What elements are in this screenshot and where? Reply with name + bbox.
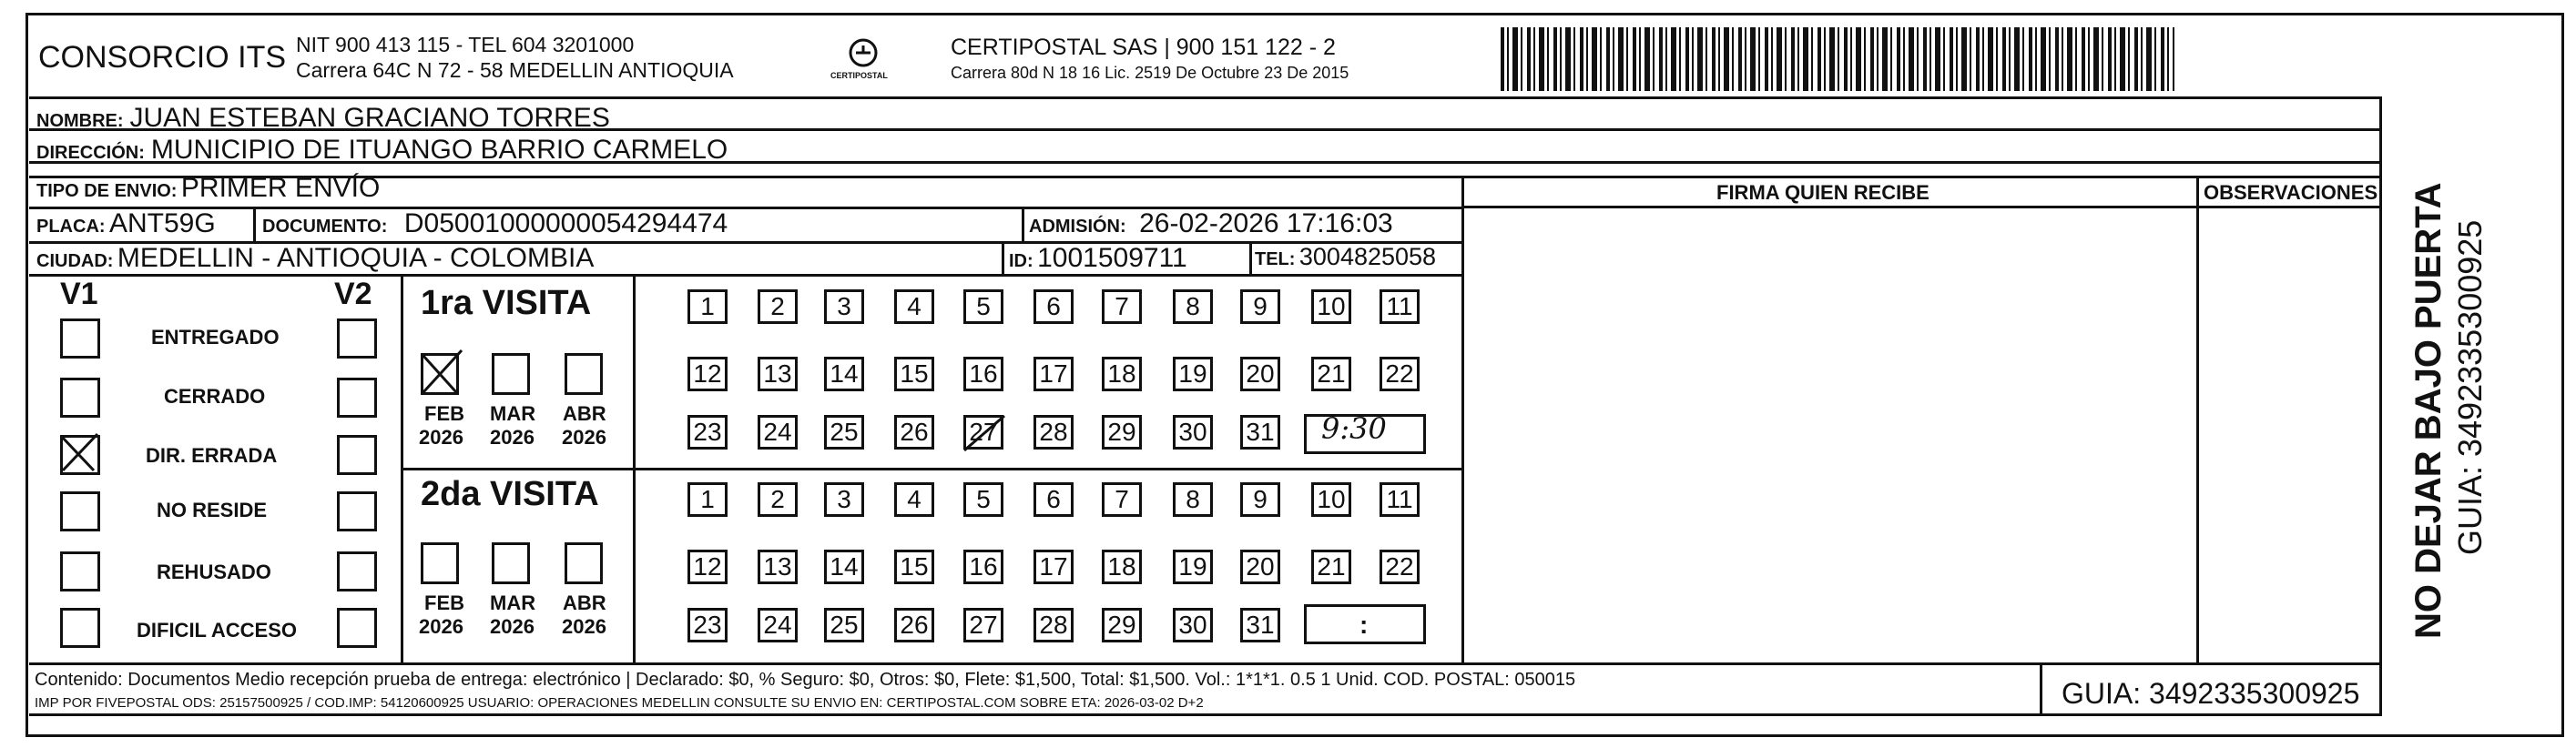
v2-cerrado-checkbox[interactable] xyxy=(337,378,377,418)
logo-text: CERTIPOSTAL xyxy=(830,71,888,80)
handwritten-time: 9:30 xyxy=(1321,411,1387,446)
frame-top xyxy=(25,13,2564,15)
first-visit-day-29[interactable]: 29 xyxy=(1102,415,1142,450)
carrier-name: CERTIPOSTAL SAS | 900 151 122 - 2 xyxy=(951,35,1336,60)
second-visit-day-27[interactable]: 27 xyxy=(963,608,1003,642)
second-visit-year-feb: 2026 xyxy=(419,615,463,638)
v1-entregado-checkbox[interactable] xyxy=(60,318,100,359)
grid-h4 xyxy=(1461,176,2382,178)
side-guide: GUIA: 3492335300925 xyxy=(2451,219,2489,555)
first-visit-day-5[interactable]: 5 xyxy=(963,289,1003,324)
second-visit-day-21[interactable]: 21 xyxy=(1311,550,1351,584)
visit-divider xyxy=(401,468,1461,470)
footer-guide: GUIA: 3492335300925 xyxy=(2062,677,2360,710)
v1-cerrado-checkbox[interactable] xyxy=(60,378,100,418)
footer-divider xyxy=(2040,662,2042,715)
second-visit-year-mar: 2026 xyxy=(490,615,535,638)
recipient-address: MUNICIPIO DE ITUANGO BARRIO CARMELO xyxy=(150,135,728,165)
signature-header: FIRMA QUIEN RECIBE xyxy=(1716,181,1929,204)
first-visit-feb-checkbox[interactable] xyxy=(421,353,459,395)
v2-header: V2 xyxy=(334,277,372,311)
id-number: 1001509711 xyxy=(1037,243,1187,273)
admission-label: ADMISIÓN: xyxy=(1029,217,1126,237)
second-visit-day-29[interactable]: 29 xyxy=(1102,608,1142,642)
day-27-label: 27 xyxy=(969,418,998,446)
first-visit-day-25[interactable]: 25 xyxy=(824,415,864,450)
grid-v-sign xyxy=(1461,176,1464,664)
carrier-address: Carrera 80d N 18 16 Lic. 2519 De Octubre 23 De 2015 xyxy=(951,64,1349,82)
first-visit-day-17[interactable]: 17 xyxy=(1033,357,1074,391)
v2-entregado-checkbox[interactable] xyxy=(337,318,377,359)
second-visit-day-3[interactable]: 3 xyxy=(824,482,864,517)
second-visit-day-23[interactable]: 23 xyxy=(687,608,728,642)
grid-v-obs xyxy=(2196,176,2199,664)
document-number: D05001000000054294474 xyxy=(403,208,728,238)
second-visit-day-17[interactable]: 17 xyxy=(1033,550,1074,584)
id-label: ID: xyxy=(1009,251,1033,271)
first-visit-abr-checkbox[interactable] xyxy=(565,353,603,395)
grid-v-right xyxy=(2379,96,2382,715)
first-visit-day-11[interactable]: 11 xyxy=(1380,289,1420,324)
first-visit-month-abr: ABR xyxy=(563,402,606,425)
first-visit-day-27[interactable] xyxy=(963,415,1003,450)
second-visit-day-15[interactable]: 15 xyxy=(894,550,934,584)
first-visit-day-14[interactable]: 14 xyxy=(824,357,864,391)
v2-rehusado-checkbox[interactable] xyxy=(337,551,377,591)
name-label: NOMBRE: xyxy=(36,111,124,131)
first-visit-time-field[interactable] xyxy=(1304,411,1426,454)
status-dificil-acceso: DIFICIL ACCESO xyxy=(137,619,298,642)
v1-header: V1 xyxy=(60,277,98,311)
first-visit-day-2[interactable]: 2 xyxy=(758,289,798,324)
first-visit-year-abr: 2026 xyxy=(562,426,606,449)
frame-bottom xyxy=(25,734,2564,737)
grid-h5 xyxy=(1461,206,2382,208)
city: MEDELLIN - ANTIOQUIA - COLOMBIA xyxy=(117,243,595,273)
second-visit-day-1[interactable]: 1 xyxy=(687,482,728,517)
id-divider xyxy=(1002,241,1004,274)
second-visit-month-mar: MAR xyxy=(490,591,536,614)
company-nit-tel: NIT 900 413 115 - TEL 604 3201000 xyxy=(296,33,635,56)
second-visit-day-25[interactable]: 25 xyxy=(824,608,864,642)
admission-date: 26-02-2026 17:16:03 xyxy=(1139,208,1393,238)
v1-dir-errada-checkbox[interactable] xyxy=(60,435,100,475)
v2-no-reside-checkbox[interactable] xyxy=(337,491,377,531)
second-visit-day-28[interactable]: 28 xyxy=(1033,608,1074,642)
plate: ANT59G xyxy=(109,208,216,238)
second-visit-day-4[interactable]: 4 xyxy=(894,482,934,517)
observations-header: OBSERVACIONES xyxy=(2204,181,2378,204)
second-visit-day-11[interactable]: 11 xyxy=(1380,482,1420,517)
tel-divider xyxy=(1249,241,1252,274)
first-visit-year-feb: 2026 xyxy=(419,426,463,449)
company-address: Carrera 64C N 72 - 58 MEDELLIN ANTIOQUIA xyxy=(296,58,734,82)
second-visit-day-12[interactable]: 12 xyxy=(687,550,728,584)
first-visit-day-20[interactable]: 20 xyxy=(1240,357,1280,391)
second-visit-day-13[interactable]: 13 xyxy=(758,550,798,584)
company-name: CONSORCIO ITS xyxy=(38,40,287,75)
second-visit-month-abr: ABR xyxy=(563,591,606,614)
first-visit-day-15[interactable]: 15 xyxy=(894,357,934,391)
status-no-reside: NO RESIDE xyxy=(157,499,268,521)
first-visit-day-3[interactable]: 3 xyxy=(824,289,864,324)
second-visit-day-7[interactable]: 7 xyxy=(1102,482,1142,517)
status-rehusado: REHUSADO xyxy=(157,561,271,583)
second-visit-time-field[interactable] xyxy=(1304,604,1426,644)
first-visit-day-13[interactable]: 13 xyxy=(758,357,798,391)
grid-h10 xyxy=(29,713,2382,716)
document-label: DOCUMENTO: xyxy=(262,217,388,237)
second-visit-feb-checkbox[interactable] xyxy=(421,542,459,584)
checkmark-slash-icon xyxy=(962,412,1008,454)
first-visit-day-6[interactable]: 6 xyxy=(1033,289,1074,324)
checkmark-x-icon xyxy=(57,430,103,474)
first-visit-day-21[interactable]: 21 xyxy=(1311,357,1351,391)
first-visit-day-1[interactable]: 1 xyxy=(687,289,728,324)
v1-no-reside-checkbox[interactable] xyxy=(60,491,100,531)
tel-label: TEL: xyxy=(1255,249,1296,269)
side-warning: NO DEJAR BAJO PUERTA xyxy=(2408,182,2449,639)
shipping-type-label: TIPO DE ENVIO: xyxy=(36,181,178,201)
second-visit-day-19[interactable]: 19 xyxy=(1173,550,1213,584)
first-visit-day-19[interactable]: 19 xyxy=(1173,357,1213,391)
second-visit-day-6[interactable]: 6 xyxy=(1033,482,1074,517)
checkmark-x-icon xyxy=(420,347,467,396)
second-visit-day-2[interactable]: 2 xyxy=(758,482,798,517)
second-visit-month-feb: FEB xyxy=(424,591,464,614)
second-visit-day-24[interactable]: 24 xyxy=(758,608,798,642)
first-visit-day-7[interactable]: 7 xyxy=(1102,289,1142,324)
grid-h0 xyxy=(29,96,2382,99)
second-visit-day-9[interactable]: 9 xyxy=(1240,482,1280,517)
first-visit-day-23[interactable]: 23 xyxy=(687,415,728,450)
first-visit-mar-checkbox[interactable] xyxy=(492,353,530,395)
v2-dir-errada-checkbox[interactable] xyxy=(337,435,377,475)
second-visit-abr-checkbox[interactable] xyxy=(565,542,603,584)
plate-label: PLACA: xyxy=(36,217,106,237)
status-entregado: ENTREGADO xyxy=(151,326,280,349)
first-visit-day-12[interactable]: 12 xyxy=(687,357,728,391)
shipping-type: PRIMER ENVÍO xyxy=(180,173,381,203)
first-visit-title: 1ra VISITA xyxy=(421,284,592,322)
first-visit-day-4[interactable]: 4 xyxy=(894,289,934,324)
first-visit-day-31[interactable]: 31 xyxy=(1240,415,1280,450)
first-visit-day-9[interactable]: 9 xyxy=(1240,289,1280,324)
v1-dificil-acceso-checkbox[interactable] xyxy=(60,608,100,648)
status-cerrado: CERRADO xyxy=(164,385,266,408)
grid-h9 xyxy=(29,662,2382,665)
first-visit-month-mar: MAR xyxy=(490,402,536,425)
address-label: DIRECCIÓN: xyxy=(36,143,145,163)
second-visit-day-22[interactable]: 22 xyxy=(1380,550,1420,584)
admission-divider xyxy=(1022,207,1024,241)
first-visit-day-24[interactable]: 24 xyxy=(758,415,798,450)
second-visit-day-14[interactable]: 14 xyxy=(824,550,864,584)
second-visit-day-30[interactable]: 30 xyxy=(1173,608,1213,642)
first-visit-day-26[interactable]: 26 xyxy=(894,415,934,450)
frame-left xyxy=(25,13,28,737)
v2-dificil-acceso-checkbox[interactable] xyxy=(337,608,377,648)
first-visit-day-16[interactable]: 16 xyxy=(963,357,1003,391)
footer-content: Contenido: Documentos Medio recepción prueba de entrega: electrónico | Declarado: $0, % Seguro: $0, Otros: $0, Flete: $1,500, Total: $1,500. Vol.: 1*1*1. 0.5 1 Unid. COD. POSTAL: 050015 xyxy=(35,670,1576,690)
second-visit-day-16[interactable]: 16 xyxy=(963,550,1003,584)
footer-print-info: IMP POR FIVEPOSTAL ODS: 25157500925 / COD.IMP: 54120600925 USUARIO: OPERACIONES MEDELLIN CONSULTE SU ENVIO EN: CERTIPOSTAL.COM SOBRE ETA: 2026-03-02 D+2 xyxy=(35,695,1204,711)
tel-number: 3004825058 xyxy=(1298,243,1437,270)
grid-h8 xyxy=(29,274,1461,277)
second-visit-day-18[interactable]: 18 xyxy=(1102,550,1142,584)
second-visit-day-8[interactable]: 8 xyxy=(1173,482,1213,517)
city-label: CIUDAD: xyxy=(36,251,114,271)
barcode xyxy=(1501,27,2174,91)
time-placeholder: : xyxy=(1359,611,1369,639)
frame-right xyxy=(2561,13,2564,737)
second-visit-day-26[interactable]: 26 xyxy=(894,608,934,642)
v1-rehusado-checkbox[interactable] xyxy=(60,551,100,591)
second-visit-day-20[interactable]: 20 xyxy=(1240,550,1280,584)
recipient-name: JUAN ESTEBAN GRACIANO TORRES xyxy=(129,103,610,133)
first-visit-day-18[interactable]: 18 xyxy=(1102,357,1142,391)
first-visit-day-22[interactable]: 22 xyxy=(1380,357,1420,391)
second-visit-day-10[interactable]: 10 xyxy=(1311,482,1351,517)
second-visit-mar-checkbox[interactable] xyxy=(492,542,530,584)
first-visit-day-10[interactable]: 10 xyxy=(1311,289,1351,324)
second-visit-year-abr: 2026 xyxy=(562,615,606,638)
second-visit-title: 2da VISITA xyxy=(421,475,599,513)
plate-divider xyxy=(253,207,256,241)
second-visit-day-5[interactable]: 5 xyxy=(963,482,1003,517)
first-visit-day-28[interactable]: 28 xyxy=(1033,415,1074,450)
first-visit-year-mar: 2026 xyxy=(490,426,535,449)
second-visit-day-31[interactable]: 31 xyxy=(1240,608,1280,642)
status-dir-errada: DIR. ERRADA xyxy=(146,444,278,467)
first-visit-day-8[interactable]: 8 xyxy=(1173,289,1213,324)
first-visit-day-30[interactable]: 30 xyxy=(1173,415,1213,450)
first-visit-month-feb: FEB xyxy=(424,402,464,425)
